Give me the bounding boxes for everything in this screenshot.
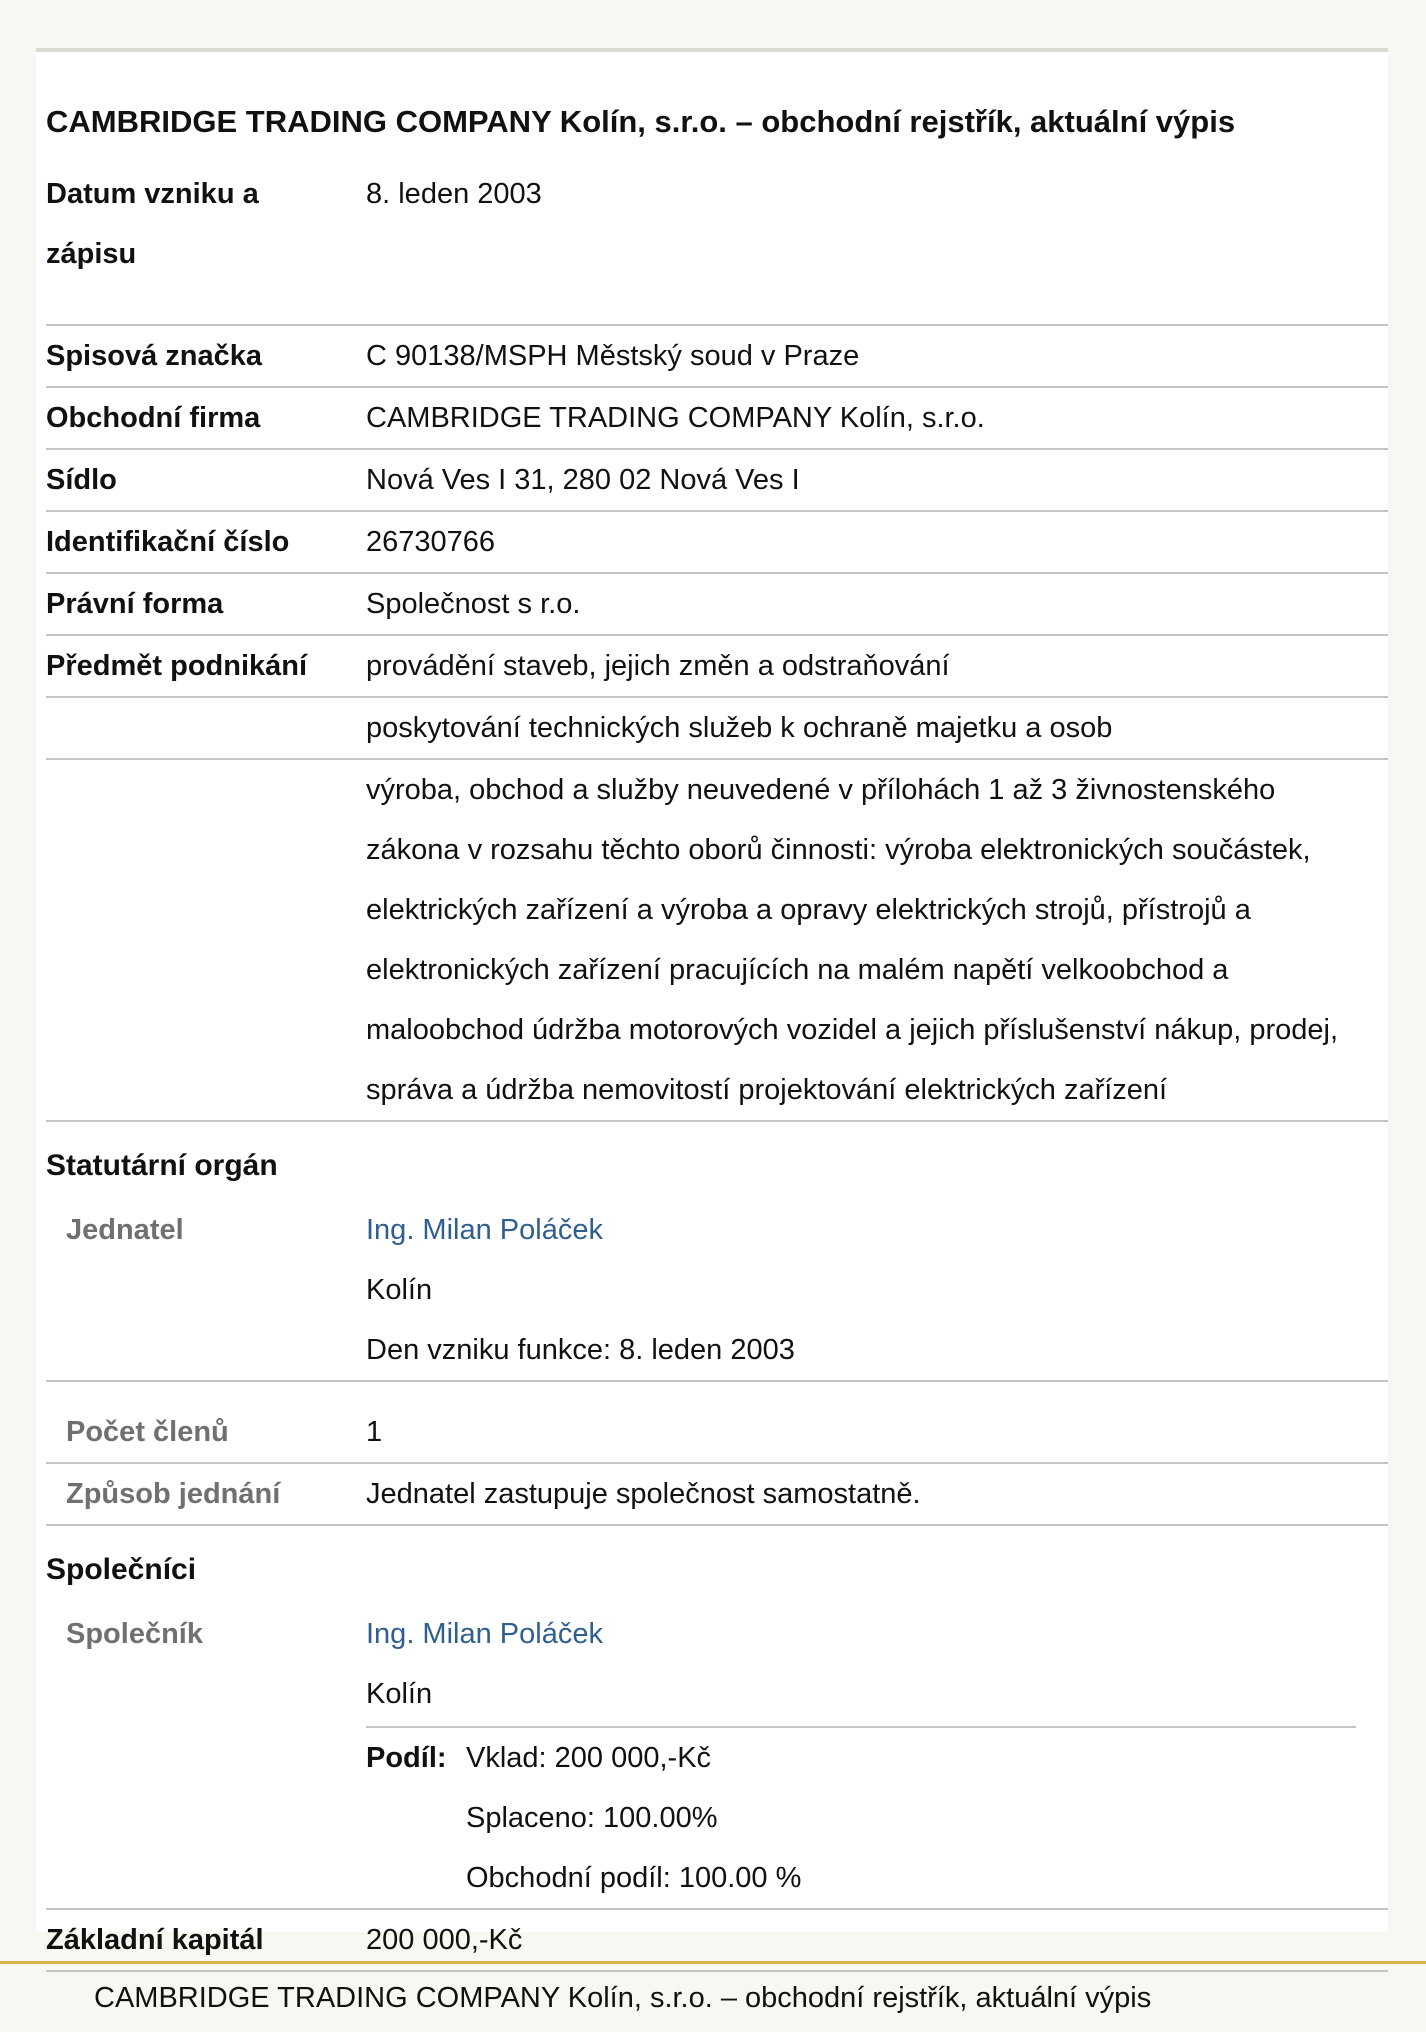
- label-identifikacni-cislo: Identifikační číslo: [46, 526, 290, 558]
- label-sidlo: Sídlo: [46, 464, 117, 496]
- value-zakladni-kapital: 200 000,-Kč: [366, 1924, 523, 1956]
- row-predmet-podnikani: [46, 636, 1388, 698]
- row-sidlo: [46, 450, 1388, 512]
- register-extract-card: [36, 48, 1388, 1956]
- page-title: CAMBRIDGE TRADING COMPANY Kolín, s.r.o. – obchodní rejstřík, aktuální výpis: [46, 104, 1236, 139]
- row-jednatel: [46, 1200, 1388, 1382]
- share-splaceno: Splaceno: 100.00%: [466, 1802, 718, 1834]
- row-obchodni-firma: [46, 388, 1388, 450]
- label-spolecnik: Společník: [66, 1618, 203, 1650]
- share-label: Podíl:: [366, 1742, 447, 1774]
- value-datum-vzniku: 8. leden 2003: [366, 178, 542, 210]
- value-spisova-znacka: C 90138/MSPH Městský soud v Praze: [366, 340, 860, 372]
- value-zpusob-jednani: Jednatel zastupuje společnost samostatně.: [366, 1478, 921, 1510]
- jednatel-name-link[interactable]: Ing. Milan Poláček: [366, 1214, 603, 1246]
- value-pravni-forma: Společnost s r.o.: [366, 588, 581, 620]
- share-box: [366, 1726, 1356, 1908]
- row-predmet-podnikani-3: [46, 760, 1388, 1122]
- jednatel-since: Den vzniku funkce: 8. leden 2003: [366, 1334, 795, 1366]
- share-obchodni-podil: Obchodní podíl: 100.00 %: [466, 1862, 802, 1894]
- predmet-item: provádění staveb, jejich změn a odstraňování: [366, 650, 950, 682]
- value-identifikacni-cislo: 26730766: [366, 526, 496, 558]
- section-spolecnici: Společníci: [46, 1553, 197, 1586]
- row-pocet-clenu: [46, 1402, 1388, 1464]
- predmet-item: poskytování technických služeb k ochraně majetku a osob: [366, 712, 1113, 744]
- label-jednatel: Jednatel: [66, 1214, 184, 1246]
- row-spolecnik: [46, 1604, 1388, 1910]
- spolecnik-name-link[interactable]: Ing. Milan Poláček: [366, 1618, 603, 1650]
- row-zpusob-jednani: [46, 1464, 1388, 1526]
- row-spisova-znacka: [46, 326, 1388, 388]
- label-obchodni-firma: Obchodní firma: [46, 402, 261, 434]
- value-obchodni-firma: CAMBRIDGE TRADING COMPANY Kolín, s.r.o.: [366, 402, 985, 434]
- jednatel-city: Kolín: [366, 1274, 433, 1306]
- label-pocet-clenu: Počet členů: [66, 1416, 229, 1448]
- share-vklad: Vklad: 200 000,-Kč: [466, 1742, 712, 1774]
- label-zpusob-jednani: Způsob jednání: [66, 1478, 281, 1510]
- label-predmet-podnikani: Předmět podnikání: [46, 650, 308, 682]
- value-pocet-clenu: 1: [366, 1416, 383, 1448]
- label-spisova-znacka: Spisová značka: [46, 340, 262, 372]
- predmet-item: výroba, obchod a služby neuvedené v přílohách 1 až 3 živnostenského zákona v rozsahu těchto oborů činnosti: výroba elektronických součástek, elektrických zařízení a výroba a opravy elektrických strojů, přístrojů a elektronických zařízení pracujících na malém napětí velkoobchod a maloobchod údržba motorových vozidel a jejich příslušenství nákup, prodej, správa a údržba nemovitostí projektování elektrických zařízení: [366, 774, 1339, 1106]
- label-zakladni-kapital: Základní kapitál: [46, 1924, 264, 1956]
- footer-title: CAMBRIDGE TRADING COMPANY Kolín, s.r.o. – obchodní rejstřík, aktuální výpis: [94, 1982, 1152, 2014]
- footer-divider: [0, 1961, 1426, 1964]
- section-statutarni-organ: Statutární orgán: [46, 1149, 278, 1182]
- row-predmet-podnikani-2: [46, 698, 1388, 760]
- label-datum-vzniku: Datum vzniku a zápisu: [46, 178, 259, 270]
- row-identifikacni-cislo: [46, 512, 1388, 574]
- row-pravni-forma: [46, 574, 1388, 636]
- spolecnik-city: Kolín: [366, 1678, 433, 1710]
- value-sidlo: Nová Ves I 31, 280 02 Nová Ves I: [366, 464, 800, 496]
- label-pravni-forma: Právní forma: [46, 588, 224, 620]
- row-datum-vzniku: [46, 164, 1388, 326]
